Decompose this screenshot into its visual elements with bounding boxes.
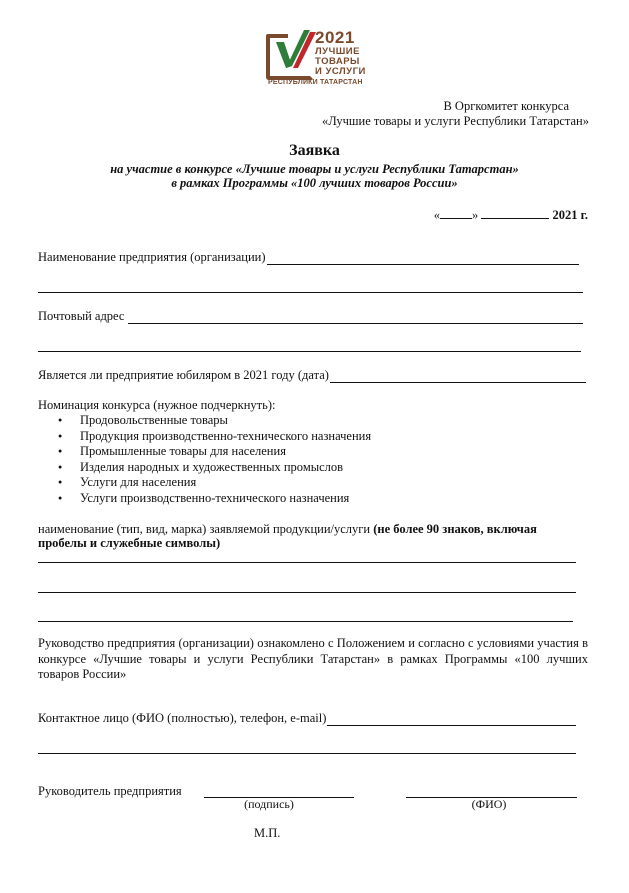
nomination-item[interactable]: ● Промышленные товары для населения [58, 444, 371, 460]
date-field: « » 2021 г. [433, 208, 588, 222]
nomination-item[interactable]: ● Продовольственные товары [58, 413, 371, 429]
signature-caption: (подпись) [244, 797, 294, 811]
checkmark-icon [270, 28, 318, 74]
company-name-blank[interactable] [267, 252, 579, 265]
agreement-text: Руководство предприятия (организации) ознакомлено с Положением и согласно с условиями участия в конкурсе «Лучшие товары и услуги Республики Татарстан» в рамках Программы «100 лучших товаров России» [38, 636, 588, 681]
contact-blank[interactable] [327, 713, 576, 726]
logo-year: 2021 [315, 28, 355, 47]
nomination-item[interactable]: ● Продукция производственно-технического назначения [58, 429, 371, 445]
postal-address-label: Почтовый адрес [38, 309, 125, 323]
subtitle-line-1: на участие в конкурсе «Лучшие товары и услуги Республики Татарстан» [110, 162, 519, 176]
addressee-line-2: «Лучшие товары и услуги Республики Татарстан» [321, 114, 589, 128]
nomination-item[interactable]: ● Услуги для населения [58, 475, 371, 491]
nomination-list [58, 413, 371, 506]
nomination-item[interactable]: ● Услуги производственно-технического назначения [58, 491, 371, 507]
nomination-item[interactable]: ● Изделия народных и художественных промыслов [58, 460, 371, 476]
company-name-label: Наименование предприятия (организации) [38, 250, 266, 264]
product-blank-2[interactable] [38, 592, 576, 593]
postal-address-blank-2[interactable] [38, 351, 581, 352]
logo-line-1: ЛУЧШИЕ [315, 46, 360, 57]
anniversary-label: Является ли предприятие юбиляром в 2021 году (дата) [38, 368, 329, 382]
date-month-blank[interactable] [481, 206, 549, 219]
name-caption: (ФИО) [471, 797, 507, 811]
logo-line-2: ТОВАРЫ [315, 56, 360, 67]
product-blank-3[interactable] [38, 621, 573, 622]
nomination-title: Номинация конкурса (нужное подчеркнуть): [38, 398, 276, 412]
logo-region: РЕСПУБЛИКИ ТАТАРСТАН [268, 79, 363, 86]
date-day-blank[interactable] [440, 206, 472, 219]
product-label [38, 522, 558, 550]
document-title: Заявка [289, 142, 340, 159]
date-year: 2021 г. [552, 208, 588, 222]
product-label-text: наименование (тип, вид, марка) заявляемой продукции/услуги [38, 522, 374, 536]
anniversary-blank[interactable] [330, 370, 586, 383]
stamp-place: М.П. [254, 826, 281, 840]
contact-field [38, 711, 576, 726]
contact-blank-2[interactable] [38, 753, 576, 754]
postal-address-blank[interactable] [128, 311, 583, 324]
anniversary-field [38, 368, 586, 383]
subtitle-line-2: в рамках Программы «100 лучших товаров России» [171, 176, 458, 190]
company-name-field [38, 250, 579, 265]
addressee-line-1: В Оргкомитет конкурса [443, 99, 569, 113]
contest-logo [266, 28, 366, 86]
addressee-block [322, 99, 589, 129]
signature-label: Руководитель предприятия [38, 784, 182, 798]
logo-line-3: И УСЛУГИ [315, 66, 366, 77]
contact-label: Контактное лицо (ФИО (полностью), телефон, e-mail) [38, 711, 327, 725]
product-label-note: (не более 90 знаков, включая пробелы и служебные символы) [38, 522, 537, 550]
document-subtitle [0, 162, 629, 190]
company-name-blank-2[interactable] [38, 292, 583, 293]
product-blank-1[interactable] [38, 562, 576, 563]
postal-address-field [38, 309, 583, 324]
